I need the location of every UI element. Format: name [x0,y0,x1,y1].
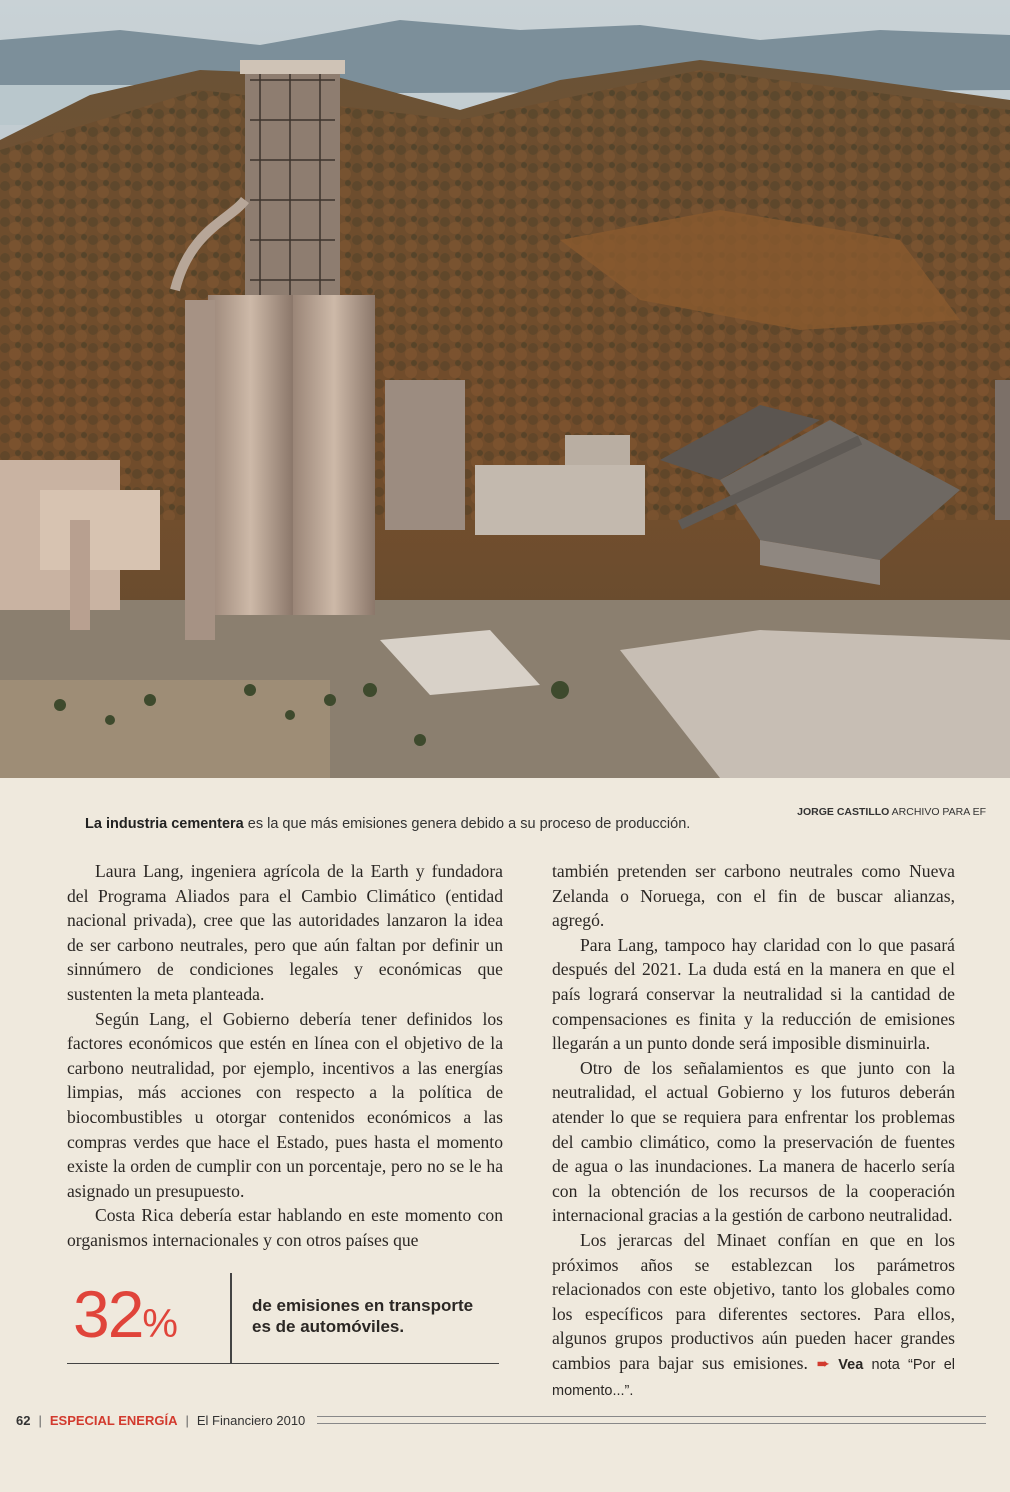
article-column-left [67,859,503,1253]
stat-callout [67,1273,499,1364]
stat-value: 32 [73,1277,143,1351]
paragraph-with-reference [552,1228,955,1404]
paragraph: Laura Lang, ingeniera agrícola de la Earth y fundadora del Programa Aliados para el Cambio Climático (entidad nacional privada), cree que las autoridades lanzaron la idea de ser carbono neutrales, pero que aún faltan por definir un sinnúmero de condiciones legales y económicas que sustenten la meta planteada. [67,861,503,1004]
footer-rule [317,1416,986,1424]
see-note-text: nota “Por el momento...”. [552,1356,955,1400]
photo-credit [797,806,986,818]
caption-bold: La industria cementera [85,816,244,832]
photo-caption [85,816,785,832]
page-number: 62 [16,1412,31,1428]
paragraph: Otro de los señalamientos es que junto con la neutralidad, el actual Gobierno y los futuros deberán atender lo que se requiera para enfrentar los problemas del cambio climático, como la preservación de fuentes de agua o las inundaciones. La manera de hacerlo sería con la obtención de los recursos de la cooperación internacional gracias a la gestión de carbono neutralidad. [552,1057,955,1226]
footer-separator: | [38,1412,42,1428]
page-footer [16,1410,986,1430]
publication-name: El Financiero 2010 [196,1412,306,1428]
stat-number [73,1277,178,1361]
see-label: Vea [838,1356,864,1373]
article-column-right [552,859,955,1404]
arrow-icon: ➨ [816,1355,830,1373]
paragraph: Costa Rica debería estar hablando en este momento con organismos internacionales y con otros países que [67,1205,503,1250]
section-name: ESPECIAL ENERGÍA [49,1412,178,1428]
caption-text: es la que más emisiones genera debido a su proceso de producción. [243,816,691,832]
footer-separator: | [185,1412,189,1428]
credit-name: JORGE CASTILLO [797,806,890,818]
credit-source: ARCHIVO PARA EF [889,806,986,818]
stat-percent-sign: % [142,1302,178,1346]
callout-divider [230,1273,232,1363]
stat-description: de emisiones en transporte es de automóviles. [252,1296,474,1336]
paragraph: Los jerarcas del Minaet confían en que en los próximos años se establezcan los parámetros relacionados con este objetivo, tanto los globales como los específicos para diferentes sectores. Para ellos, algunos grupos productivos aún pueden hacer grandes cambios para bajar sus emisiones. [552,1229,955,1373]
paragraph: Según Lang, el Gobierno debería tener definidos los factores económicos que estén en línea con el objetivo de la carbono neutralidad, por ejemplo, incentivos a las energías limpias, más acciones con respecto a la política de biocombustibles u otorgar contenidos económicos a las compras verdes que hace el Estado, pues hasta el momento existe la orden de cumplir con un porcentaje, pero no se le ha asignado un presupuesto. [67,1008,503,1201]
paragraph: Para Lang, tampoco hay claridad con lo que pasará después del 2021. La duda está en la manera en que el país logrará conservar la neutralidad si la cantidad de compensaciones es finita y la reducción de emisiones llegarán a un punto donde será imposible disminuirla. [552,934,955,1054]
paragraph: también pretenden ser carbono neutrales como Nueva Zelanda o Noruega, con el fin de buscar alianzas, agregó. [552,861,955,931]
